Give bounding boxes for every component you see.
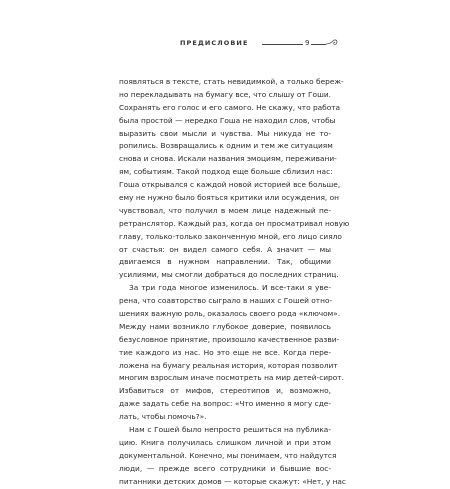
text-line: шениях важную роль, оказалось своего рода «ключом». xyxy=(119,309,341,319)
section-title: ПРЕДИСЛОВИЕ xyxy=(180,39,249,47)
text-line: ретранслятор. Каждый раз, когда он просматривал новую xyxy=(119,218,350,228)
body-text xyxy=(119,76,350,489)
text-line: Сохранять его голос и его самого. Не скажу, что работа xyxy=(119,102,341,112)
text-line: Избавиться от мифов, стереотипов и, возможно, xyxy=(119,386,331,396)
text-line: Гоша открывался с каждой новой историей все больше, xyxy=(119,180,341,190)
text-line: двигаемся в нужном направлении. Так, общими xyxy=(119,257,331,267)
text-line: многим взрослым иначе посмотреть на мир детей-сирот. xyxy=(119,373,344,383)
text-line: но перекладывать на бумагу все, что слышу от Гоши. xyxy=(119,89,331,99)
text-line: лать, чтобы помочь?». xyxy=(119,412,207,422)
text-line: люди, — прежде всего сотрудники и бывшие вос- xyxy=(119,463,331,473)
running-header xyxy=(0,36,450,52)
text-line: тие каждого из нас. Но это еще не все. Когда пере- xyxy=(119,347,331,357)
text-line: рена, что соавторство сыграло в наших с Гошей отно- xyxy=(119,296,333,306)
text-line: За три года многое изменилось. И все-таки я уве- xyxy=(129,283,331,293)
page-number: 9 xyxy=(305,39,310,47)
text-line: усилиями, мы смогли добраться до последних страниц. xyxy=(119,270,339,280)
text-line: даже задать себе на вопрос: «Что именно я могу сде- xyxy=(119,399,332,409)
text-line: цию. Книга получилась слишком личной и при этом xyxy=(119,437,331,447)
text-line: документальной. Конечно, мы понимаем, что найдутся xyxy=(119,450,337,460)
text-line: снова и снова. Искали названия эмоциям, переживани- xyxy=(119,154,337,164)
text-line: выразить свои мысли и чувства. Мы никуда не то- xyxy=(119,128,331,138)
text-line: ям, событиям. Такой подход еще больше сблизил нас: xyxy=(119,167,333,177)
text-line: Между нами возникло глубокое доверие, появилось xyxy=(119,321,331,331)
text-line: от счастья: он видел самого себя. А значит — мы xyxy=(119,244,331,254)
text-line: чувствовал, что получил в моем лице надежный пе- xyxy=(119,205,331,215)
text-line: ложена на бумагу реальная история, которая позволит xyxy=(119,360,338,370)
text-line: главу, только-только законченную мной, его лицо сияло xyxy=(119,231,342,241)
text-line: безусловное принятие, произошло качественное разви- xyxy=(119,334,340,344)
text-line: питанники детских домов — которые скажут: «Нет, у нас xyxy=(119,476,346,486)
text-line: ропились. Возвращались к одним и тем же ситуациям xyxy=(119,141,333,151)
text-line: была простой — нередко Гоша не находил слов, чтобы xyxy=(119,115,336,125)
swirl-ornament-icon xyxy=(326,39,338,49)
text-line: Нам с Гошей было непросто решиться на публика- xyxy=(129,425,331,435)
text-line: появляться в тексте, стать невидимкой, а только береж- xyxy=(119,77,344,86)
text-line: ему не нужно было бояться критики или осуждения, он xyxy=(119,193,339,203)
header-rule xyxy=(262,44,326,45)
